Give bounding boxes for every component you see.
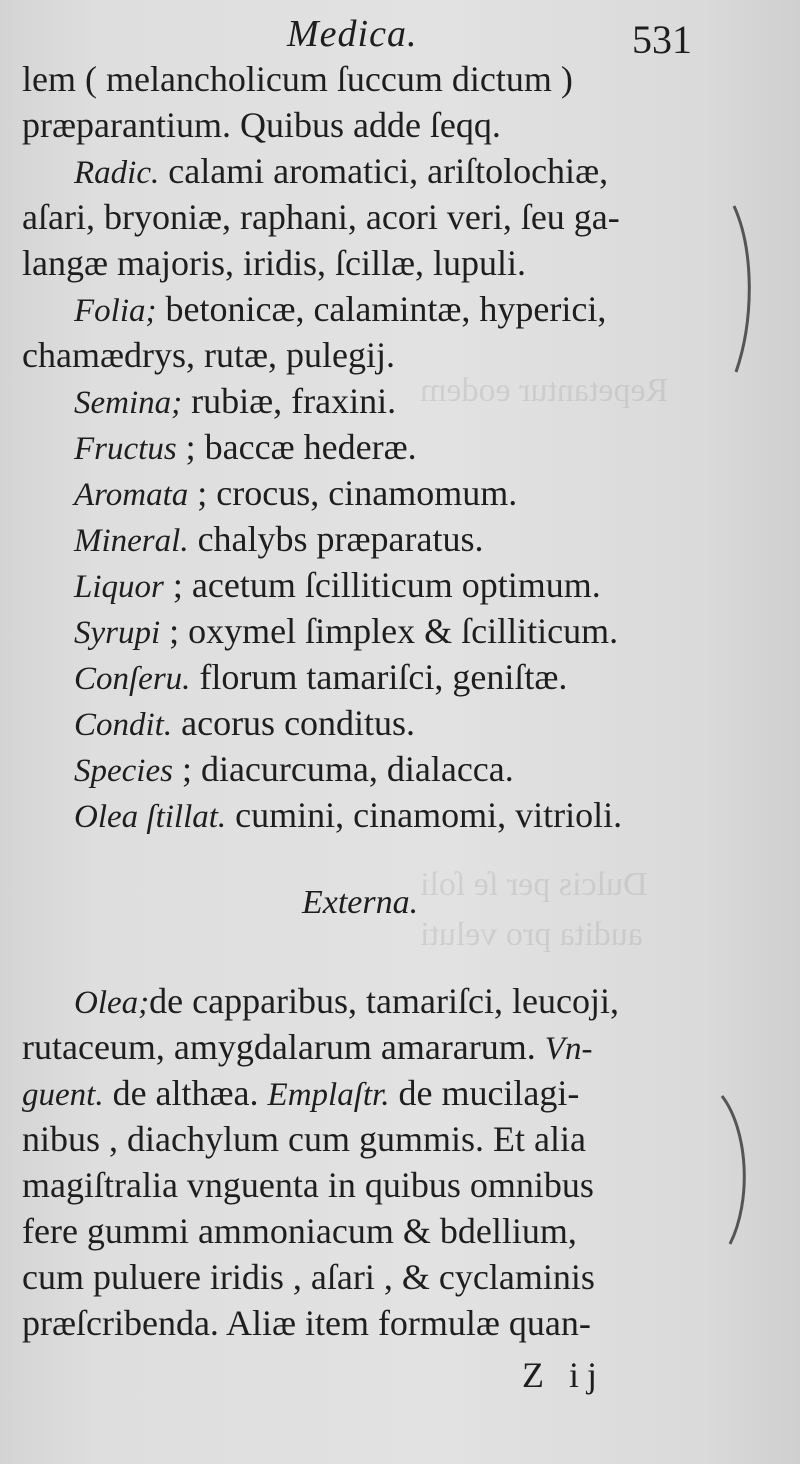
text-line	[74, 702, 415, 746]
text-line	[74, 794, 622, 838]
text-line	[22, 104, 501, 148]
line-label: Fructus	[74, 431, 177, 467]
line-text: betonicæ, calamintæ, hyperici,	[156, 289, 607, 329]
line-text: fere gummi ammoniacum & bdellium,	[22, 1211, 577, 1251]
line-label: Syrupi	[74, 615, 161, 651]
line-label: Conſeru.	[74, 661, 191, 697]
signature-mark: Z ij	[522, 1355, 605, 1395]
line-text: aſari, bryoniæ, raphani, acori veri, ſeu ga-	[22, 197, 620, 237]
line-label: Folia;	[74, 293, 157, 329]
line-label: Condit.	[74, 707, 173, 743]
paragraph-line	[74, 980, 619, 1024]
line-text: cumini, cinamomi, vitrioli.	[226, 795, 623, 835]
line-text: præparantium. Quibus adde ſeqq.	[22, 105, 501, 145]
line-text: ; crocus, cinamomum.	[188, 473, 518, 513]
line-text: de capparibus, tamariſci, leucoji,	[149, 981, 619, 1021]
line-label: Species	[74, 753, 173, 789]
text-line	[74, 288, 606, 332]
line-text: præſcribenda. Aliæ item formulæ quan-	[22, 1303, 591, 1343]
line-label: Semina;	[74, 385, 183, 421]
bleed-through-text: Repetantur eodem	[420, 372, 669, 409]
text-line	[74, 426, 417, 470]
line-label: Olea ſtillat.	[74, 799, 227, 835]
margin-bracket-mark	[712, 1090, 762, 1250]
text-line	[74, 564, 601, 608]
line-text: langæ majoris, iridis, ſcillæ, lupuli.	[22, 243, 526, 283]
text-line	[22, 242, 526, 286]
text-line	[74, 380, 396, 424]
margin-bracket-mark	[728, 200, 768, 380]
bleed-through-text: Dulcis per ſe ſoli	[420, 866, 648, 903]
line-text: florum tamariſci, geniſtæ.	[190, 657, 568, 697]
page-number: 531	[632, 17, 692, 62]
text-line	[74, 656, 567, 700]
paragraph-line	[22, 1256, 595, 1300]
line-label: Aromata	[74, 477, 189, 513]
paragraph-line	[22, 1118, 586, 1162]
text-line	[22, 334, 395, 378]
section-heading: Externa.	[302, 884, 419, 921]
line-text: ; diacurcuma, dialacca.	[172, 749, 514, 789]
line-text: magiſtralia vnguenta in quibus omnibus	[22, 1165, 594, 1205]
line-text: rutaceum, amygdalarum amararum.	[22, 1027, 545, 1067]
paragraph-line	[22, 1302, 591, 1346]
line-label: Mineral.	[74, 523, 189, 559]
paragraph-line	[22, 1072, 579, 1116]
line-text: de mucilagi-	[389, 1073, 580, 1113]
bleed-through-text: audita pro veluti	[420, 916, 643, 953]
running-head	[0, 10, 800, 60]
line-label: Vn-	[544, 1031, 593, 1067]
line-label: guent.	[22, 1077, 104, 1113]
line-label: Olea;	[74, 985, 150, 1021]
line-text: de althæa.	[103, 1073, 268, 1113]
line-text: lem ( melancholicum ſuccum dictum )	[22, 59, 573, 99]
line-text: chamædrys, rutæ, pulegij.	[22, 335, 395, 375]
line-text: chalybs præparatus.	[188, 519, 484, 559]
paragraph-line	[22, 1026, 592, 1070]
line-text: rubiæ, fraxini.	[182, 381, 397, 421]
line-label: Radic.	[74, 155, 160, 191]
text-line	[74, 472, 517, 516]
text-line	[74, 150, 608, 194]
line-label: Emplaſtr.	[267, 1077, 390, 1113]
line-text: acorus conditus.	[172, 703, 416, 743]
line-text: ; baccæ hederæ.	[176, 427, 417, 467]
line-text: calami aromatici, ariſtolochiæ,	[159, 151, 609, 191]
text-line	[22, 58, 573, 102]
paragraph-line	[22, 1210, 577, 1254]
line-label: Liquor	[74, 569, 164, 605]
text-line	[74, 518, 484, 562]
line-text: cum puluere iridis , aſari , & cyclaminis	[22, 1257, 595, 1297]
text-line	[74, 748, 514, 792]
running-head-title: Medica.	[287, 13, 418, 55]
text-line	[74, 610, 618, 654]
line-text: ; acetum ſcilliticum optimum.	[163, 565, 601, 605]
line-text: nibus , diachylum cum gummis. Et alia	[22, 1119, 586, 1159]
paragraph-line	[22, 1164, 594, 1208]
text-line	[22, 196, 620, 240]
line-text: ; oxymel ſimplex & ſcilliticum.	[160, 611, 619, 651]
